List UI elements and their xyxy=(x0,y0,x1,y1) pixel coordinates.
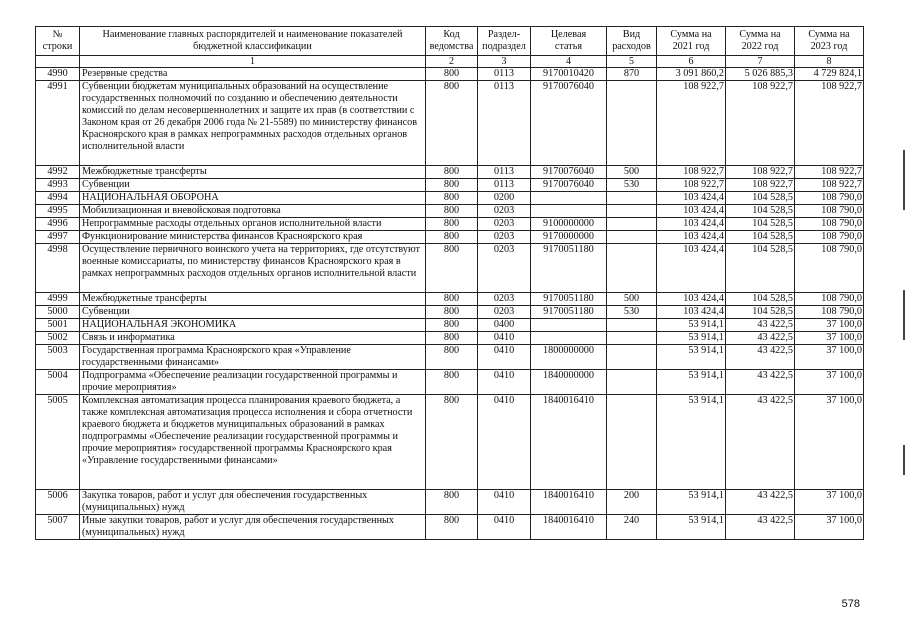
amount-2022: 43 422,5 xyxy=(726,370,795,395)
table-row xyxy=(36,205,864,218)
row-number: 5007 xyxy=(36,515,80,540)
column-header xyxy=(531,27,607,56)
expense-type xyxy=(607,205,657,218)
target-article: 9170076040 xyxy=(531,179,607,192)
row-name: НАЦИОНАЛЬНАЯ ЭКОНОМИКА xyxy=(80,319,426,332)
amount-2021: 103 424,4 xyxy=(657,205,726,218)
row-name: Комплексная автоматизация процесса планирования краевого бюджета, а также комплексная автоматизация процесса исполнения и сбора отчетности краевого бюджета и бюджетов муниципальных образований в рамках подпрограммы «Обеспечение реализации государственной программы и прочие мероприятия» государственной программы Красноярского края «Управление государственными финансами» xyxy=(80,395,426,490)
department-code: 800 xyxy=(426,293,478,306)
column-header-line: 2021 год xyxy=(672,41,710,52)
target-article: 9170051180 xyxy=(531,293,607,306)
section-code: 0203 xyxy=(478,231,531,244)
row-name: Функционирование министерства финансов Красноярского края xyxy=(80,231,426,244)
amount-2021: 53 914,1 xyxy=(657,370,726,395)
column-header-line: статья xyxy=(554,41,583,52)
section-code: 0200 xyxy=(478,192,531,205)
amount-2023: 37 100,0 xyxy=(795,395,864,490)
amount-2021: 103 424,4 xyxy=(657,192,726,205)
amount-2022: 104 528,5 xyxy=(726,293,795,306)
amount-2023: 37 100,0 xyxy=(795,370,864,395)
department-code: 800 xyxy=(426,515,478,540)
column-number: 8 xyxy=(795,56,864,68)
amount-2022: 43 422,5 xyxy=(726,319,795,332)
row-number: 4993 xyxy=(36,179,80,192)
row-number: 4996 xyxy=(36,218,80,231)
row-number: 5003 xyxy=(36,345,80,370)
amount-2023: 108 790,0 xyxy=(795,192,864,205)
row-number: 5005 xyxy=(36,395,80,490)
amount-2023: 108 922,7 xyxy=(795,81,864,166)
expense-type xyxy=(607,218,657,231)
amount-2021: 103 424,4 xyxy=(657,218,726,231)
expense-type xyxy=(607,332,657,345)
column-header xyxy=(478,27,531,56)
amount-2023: 108 790,0 xyxy=(795,205,864,218)
row-name: Иные закупки товаров, работ и услуг для обеспечения государственных (муниципальных) нужд xyxy=(80,515,426,540)
department-code: 800 xyxy=(426,192,478,205)
row-number: 5006 xyxy=(36,490,80,515)
target-article: 9170076040 xyxy=(531,166,607,179)
department-code: 800 xyxy=(426,345,478,370)
department-code: 800 xyxy=(426,306,478,319)
amount-2023: 37 100,0 xyxy=(795,345,864,370)
amount-2021: 108 922,7 xyxy=(657,179,726,192)
row-number: 5000 xyxy=(36,306,80,319)
amount-2022: 5 026 885,3 xyxy=(726,68,795,81)
column-number-row xyxy=(36,56,864,68)
column-header-line: Сумма на xyxy=(670,29,712,40)
row-number: 4999 xyxy=(36,293,80,306)
expense-type xyxy=(607,231,657,244)
amount-2022: 108 922,7 xyxy=(726,166,795,179)
table-row xyxy=(36,179,864,192)
section-code: 0113 xyxy=(478,179,531,192)
target-article: 9170010420 xyxy=(531,68,607,81)
department-code: 800 xyxy=(426,81,478,166)
row-number: 4991 xyxy=(36,81,80,166)
row-name: Субвенции xyxy=(80,179,426,192)
amount-2022: 108 922,7 xyxy=(726,81,795,166)
amount-2023: 108 790,0 xyxy=(795,293,864,306)
amount-2023: 4 729 824,1 xyxy=(795,68,864,81)
column-number: 3 xyxy=(478,56,531,68)
row-name: Субвенции xyxy=(80,306,426,319)
row-name: Государственная программа Красноярского края «Управление государственными финансами» xyxy=(80,345,426,370)
expense-type: 240 xyxy=(607,515,657,540)
column-header-line: ведомства xyxy=(429,41,474,52)
column-header-line: Наименование главных распорядителей и наименование показателей xyxy=(102,29,403,40)
amount-2022: 104 528,5 xyxy=(726,218,795,231)
section-code: 0113 xyxy=(478,166,531,179)
target-article: 9170076040 xyxy=(531,81,607,166)
amount-2022: 104 528,5 xyxy=(726,244,795,293)
expense-type xyxy=(607,244,657,293)
section-code: 0410 xyxy=(478,332,531,345)
column-header-line: 2023 год xyxy=(810,41,848,52)
department-code: 800 xyxy=(426,205,478,218)
section-code: 0203 xyxy=(478,306,531,319)
section-code: 0203 xyxy=(478,218,531,231)
column-header xyxy=(80,27,426,56)
column-number xyxy=(36,56,80,68)
section-code: 0410 xyxy=(478,370,531,395)
amount-2023: 108 790,0 xyxy=(795,218,864,231)
amount-2022: 43 422,5 xyxy=(726,345,795,370)
row-name: Осуществление первичного воинского учета на территориях, где отсутствуют военные комиссариаты, по министерству финансов Красноярского края в рамках непрограммных расходов отдельных органов исполнительной власти xyxy=(80,244,426,293)
department-code: 800 xyxy=(426,68,478,81)
column-header-line: № xyxy=(52,29,63,40)
department-code: 800 xyxy=(426,319,478,332)
row-name: Мобилизационная и вневойсковая подготовка xyxy=(80,205,426,218)
column-header xyxy=(795,27,864,56)
table-row xyxy=(36,370,864,395)
row-name: Резервные средства xyxy=(80,68,426,81)
table-row xyxy=(36,192,864,205)
target-article: 9100000000 xyxy=(531,218,607,231)
column-number: 1 xyxy=(80,56,426,68)
column-header-line: бюджетной классификации xyxy=(193,41,312,52)
column-number: 4 xyxy=(531,56,607,68)
expense-type xyxy=(607,395,657,490)
row-number: 4995 xyxy=(36,205,80,218)
section-code: 0400 xyxy=(478,319,531,332)
row-name: НАЦИОНАЛЬНАЯ ОБОРОНА xyxy=(80,192,426,205)
target-article xyxy=(531,332,607,345)
amount-2021: 108 922,7 xyxy=(657,81,726,166)
column-header xyxy=(426,27,478,56)
amount-2022: 43 422,5 xyxy=(726,395,795,490)
target-article xyxy=(531,192,607,205)
column-header-line: Сумма на xyxy=(739,29,781,40)
row-name: Связь и информатика xyxy=(80,332,426,345)
column-number: 6 xyxy=(657,56,726,68)
table-row xyxy=(36,332,864,345)
section-code: 0113 xyxy=(478,81,531,166)
table-row xyxy=(36,515,864,540)
table-header xyxy=(36,27,864,68)
amount-2021: 108 922,7 xyxy=(657,166,726,179)
column-header-line: строки xyxy=(42,41,73,52)
page-number: 578 xyxy=(841,598,860,610)
target-article: 1840016410 xyxy=(531,490,607,515)
amount-2021: 103 424,4 xyxy=(657,293,726,306)
section-code: 0410 xyxy=(478,515,531,540)
expense-type: 200 xyxy=(607,490,657,515)
column-header-line: Целевая xyxy=(550,29,587,40)
column-header xyxy=(726,27,795,56)
amount-2023: 108 790,0 xyxy=(795,231,864,244)
expense-type: 500 xyxy=(607,293,657,306)
table-row xyxy=(36,231,864,244)
expense-type xyxy=(607,370,657,395)
column-header-line: 2022 год xyxy=(741,41,779,52)
amount-2021: 103 424,4 xyxy=(657,306,726,319)
amount-2023: 108 922,7 xyxy=(795,179,864,192)
table-row xyxy=(36,490,864,515)
row-number: 4994 xyxy=(36,192,80,205)
table-row xyxy=(36,218,864,231)
amount-2022: 43 422,5 xyxy=(726,332,795,345)
column-header-line: Сумма на xyxy=(808,29,850,40)
table-row xyxy=(36,244,864,293)
amount-2021: 103 424,4 xyxy=(657,244,726,293)
row-name: Межбюджетные трансферты xyxy=(80,166,426,179)
section-code: 0203 xyxy=(478,205,531,218)
amount-2023: 37 100,0 xyxy=(795,332,864,345)
target-article: 1840016410 xyxy=(531,395,607,490)
amount-2021: 53 914,1 xyxy=(657,515,726,540)
target-article: 1840000000 xyxy=(531,370,607,395)
expense-type xyxy=(607,192,657,205)
amount-2023: 108 790,0 xyxy=(795,244,864,293)
amount-2023: 37 100,0 xyxy=(795,490,864,515)
amount-2023: 37 100,0 xyxy=(795,515,864,540)
target-article xyxy=(531,319,607,332)
target-article: 9170051180 xyxy=(531,244,607,293)
row-name: Непрограммные расходы отдельных органов исполнительной власти xyxy=(80,218,426,231)
expense-type xyxy=(607,345,657,370)
amount-2021: 53 914,1 xyxy=(657,319,726,332)
department-code: 800 xyxy=(426,370,478,395)
expense-type: 870 xyxy=(607,68,657,81)
column-number: 7 xyxy=(726,56,795,68)
header-row xyxy=(36,27,864,56)
row-name: Закупка товаров, работ и услуг для обеспечения государственных (муниципальных) нужд xyxy=(80,490,426,515)
amount-2021: 3 091 860,2 xyxy=(657,68,726,81)
amount-2021: 53 914,1 xyxy=(657,332,726,345)
target-article xyxy=(531,205,607,218)
column-header xyxy=(657,27,726,56)
row-name: Подпрограмма «Обеспечение реализации государственной программы и прочие мероприятия» xyxy=(80,370,426,395)
row-number: 4990 xyxy=(36,68,80,81)
target-article: 9170000000 xyxy=(531,231,607,244)
table-row xyxy=(36,293,864,306)
target-article: 1840016410 xyxy=(531,515,607,540)
expense-type: 500 xyxy=(607,166,657,179)
row-number: 5004 xyxy=(36,370,80,395)
section-code: 0410 xyxy=(478,395,531,490)
budget-table xyxy=(35,26,864,540)
column-header-line: Раздел- xyxy=(487,29,521,40)
amount-2022: 108 922,7 xyxy=(726,179,795,192)
section-code: 0410 xyxy=(478,490,531,515)
amount-2022: 104 528,5 xyxy=(726,192,795,205)
target-article: 9170051180 xyxy=(531,306,607,319)
department-code: 800 xyxy=(426,166,478,179)
amount-2021: 53 914,1 xyxy=(657,490,726,515)
expense-type: 530 xyxy=(607,306,657,319)
amount-2022: 43 422,5 xyxy=(726,490,795,515)
table-body xyxy=(36,68,864,540)
expense-type xyxy=(607,81,657,166)
amount-2023: 108 790,0 xyxy=(795,306,864,319)
amount-2022: 43 422,5 xyxy=(726,515,795,540)
row-number: 5001 xyxy=(36,319,80,332)
table-row xyxy=(36,81,864,166)
table-row xyxy=(36,306,864,319)
department-code: 800 xyxy=(426,332,478,345)
row-number: 4998 xyxy=(36,244,80,293)
column-header-line: расходов xyxy=(612,41,651,52)
department-code: 800 xyxy=(426,231,478,244)
row-number: 4997 xyxy=(36,231,80,244)
row-name: Субвенции бюджетам муниципальных образований на осуществление государственных полномочий по созданию и обеспечению деятельности комиссий по делам несовершеннолетних и защите их прав (в соответствии с Законом края от 26 декабря 2006 года № 21-5589) по министерству финансов Красноярского края в рамках непрограммных расходов отдельных органов исполнительной власти xyxy=(80,81,426,166)
column-number: 5 xyxy=(607,56,657,68)
table-row xyxy=(36,345,864,370)
expense-type: 530 xyxy=(607,179,657,192)
section-code: 0203 xyxy=(478,293,531,306)
column-header xyxy=(607,27,657,56)
column-number: 2 xyxy=(426,56,478,68)
section-code: 0203 xyxy=(478,244,531,293)
expense-type xyxy=(607,319,657,332)
row-number: 5002 xyxy=(36,332,80,345)
department-code: 800 xyxy=(426,218,478,231)
table-row xyxy=(36,395,864,490)
column-header-line: Вид xyxy=(622,29,641,40)
column-header-line: подраздел xyxy=(482,41,526,52)
section-code: 0113 xyxy=(478,68,531,81)
row-number: 4992 xyxy=(36,166,80,179)
department-code: 800 xyxy=(426,395,478,490)
section-code: 0410 xyxy=(478,345,531,370)
amount-2021: 53 914,1 xyxy=(657,345,726,370)
amount-2023: 37 100,0 xyxy=(795,319,864,332)
amount-2021: 53 914,1 xyxy=(657,395,726,490)
column-header xyxy=(36,27,80,56)
amount-2022: 104 528,5 xyxy=(726,306,795,319)
row-name: Межбюджетные трансферты xyxy=(80,293,426,306)
department-code: 800 xyxy=(426,244,478,293)
amount-2022: 104 528,5 xyxy=(726,231,795,244)
department-code: 800 xyxy=(426,490,478,515)
table-row xyxy=(36,68,864,81)
department-code: 800 xyxy=(426,179,478,192)
table-row xyxy=(36,166,864,179)
budget-table-container xyxy=(35,26,863,540)
amount-2023: 108 922,7 xyxy=(795,166,864,179)
amount-2021: 103 424,4 xyxy=(657,231,726,244)
column-header-line: Код xyxy=(443,29,460,40)
amount-2022: 104 528,5 xyxy=(726,205,795,218)
target-article: 1800000000 xyxy=(531,345,607,370)
table-row xyxy=(36,319,864,332)
